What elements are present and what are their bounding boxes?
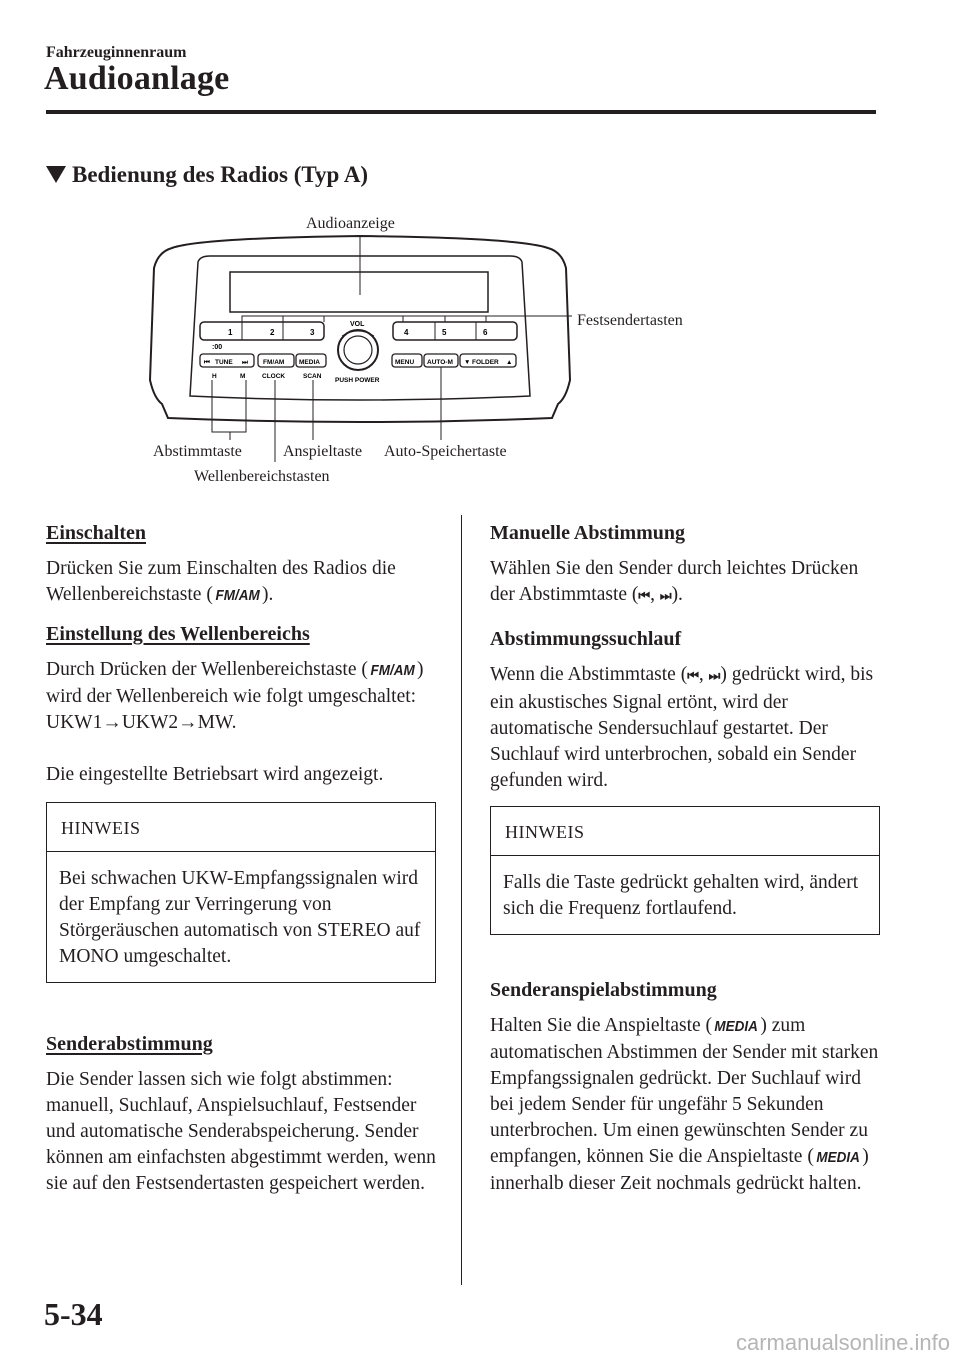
svg-text:▲: ▲ [506,359,513,366]
media-button-icon: MEDIA [714,1018,758,1035]
menu-label: MENU [395,359,415,366]
para-senderabstimmung: Die Sender lassen sich wie folgt abstimmen: manuell, Suchlauf, Anspielsuchlauf, Festsender und automatische Senderabspeicherung. Sender können am einfachsten abgestimmt werden, wenn sie auf den Festsendertasten gespeichert werden. [46,1069,436,1194]
chapter-label: Fahrzeuginnenraum [46,44,187,61]
callout-lines [212,236,572,462]
para-anspielabstimmung: Halten Sie die Anspieltaste ( MEDIA ) zum automatischen Abstimmen der Sender mit starken Empfangssignalen gedrückt. Der Suchlauf wird bei jedem Sender für ungefähr 5 Sekunden unterbrochen. Um einen gewünschten Sender zu empfangen, können Sie die Anspieltaste ( MEDIA ) innerhalb dieser Zeit nochmals gedrückt halten. [490,1015,879,1194]
heading-manuell: Manuelle Abstimmung [490,522,686,544]
preset-bar-right [393,322,517,340]
heading-anspielabstimmung: Senderanspielabstimmung [490,979,717,1001]
callout-auto-memory: Auto-Speichertaste [384,443,507,460]
preset-6-label: 6 [483,328,488,337]
watermark: carmanualsonline.info [735,1330,950,1355]
para-wellenbereich: Durch Drücken der Wellenbereichstaste ( FM/AM ) wird der Wellenbereich wie folgt umgeschaltet: UKW1→UKW2→MW. [46,659,424,733]
seek-down-icon: ⏮ [638,589,651,604]
callout-presets: Festsendertasten [577,312,683,329]
para-einschalten: Drücken Sie zum Einschalten des Radios die Wellenbereichstaste ( FM/AM ). [46,556,436,609]
seek-up-icon: ⏭ [708,669,721,684]
preset-4-label: 4 [404,328,409,337]
note-box-left [46,802,436,983]
left-column [46,520,436,1209]
preset-2-label: 2 [270,328,275,337]
fm-am-button-icon: FM/AM [215,587,260,604]
heading-wellenbereich: Einstellung des Wellenbereichs [46,623,310,645]
para-manuell: Wählen Sie den Sender durch leichtes Drücken der Abstimmtaste (⏮, ⏭). [490,556,880,610]
seek-down-icon: ⏮ [687,669,699,684]
callout-band: Wellenbereichstasten [194,468,330,485]
media-button-icon: MEDIA [816,1149,860,1166]
callout-tune: Abstimmtaste [153,443,242,460]
para-suchlauf: Wenn die Abstimmtaste (⏮, ⏭) gedrückt wird, bis ein akustisches Signal ertönt, wird der automatische Sendersuchlauf gestartet. Der Suchlauf wird unterbrochen, sobald ein Sender gefunden wird. [490,664,874,791]
svg-text:⏭: ⏭ [242,359,248,366]
seek-up-icon: ⏭ [659,589,672,604]
fm-am-button-icon: FM/AM [370,662,415,679]
column-divider [461,515,462,1285]
note-text: Falls die Taste gedrückt gehalten wird, ändert sich die Frequenz fortlaufend. [503,872,859,919]
media-label: MEDIA [299,359,320,366]
auto-m-label: AUTO-M [427,359,453,366]
folder-label: FOLDER [472,359,499,366]
preset-1-label: 1 [228,328,233,337]
h-label: H [212,373,217,380]
note-text: Bei schwachen UKW-Empfangssignalen wird der Empfang zur Verringerung von Störgeräuschen automatisch von STEREO auf MONO umgeschaltet. [59,868,421,967]
preset-5-label: 5 [442,328,447,337]
m-label: M [240,373,246,380]
audio-display [230,272,488,312]
vol-label: VOL [350,321,365,328]
note-box-right [490,806,880,935]
scan-label: SCAN [303,373,322,380]
svg-text:▼: ▼ [464,359,471,366]
tune-label: TUNE [215,359,233,366]
para-betriebsart: Die eingestellte Betriebsart wird angezeigt. [46,764,384,785]
callout-scan: Anspieltaste [283,443,363,460]
heading-einschalten: Einschalten [46,522,147,544]
right-column [490,520,880,1209]
radio-diagram [0,0,960,500]
note-heading: HINWEIS [47,803,435,852]
preset-3-label: 3 [310,328,315,337]
preset-bar-left [200,322,324,340]
clock-label: CLOCK [262,373,286,380]
heading-suchlauf: Abstimmungssuchlauf [490,628,682,650]
svg-text:⏮: ⏮ [204,359,210,366]
page-title: Audioanlage [44,60,230,97]
fm-am-label: FM/AM [263,359,285,366]
note-heading: HINWEIS [491,807,879,856]
callout-display: Audioanzeige [306,215,395,232]
section-title: Bedienung des Radios (Typ A) [72,162,369,187]
heading-senderabstimmung: Senderabstimmung [46,1033,213,1055]
page-number: 5-34 [44,1296,103,1332]
push-power-label: PUSH POWER [335,377,380,384]
clock-digits: :00 [212,344,223,351]
